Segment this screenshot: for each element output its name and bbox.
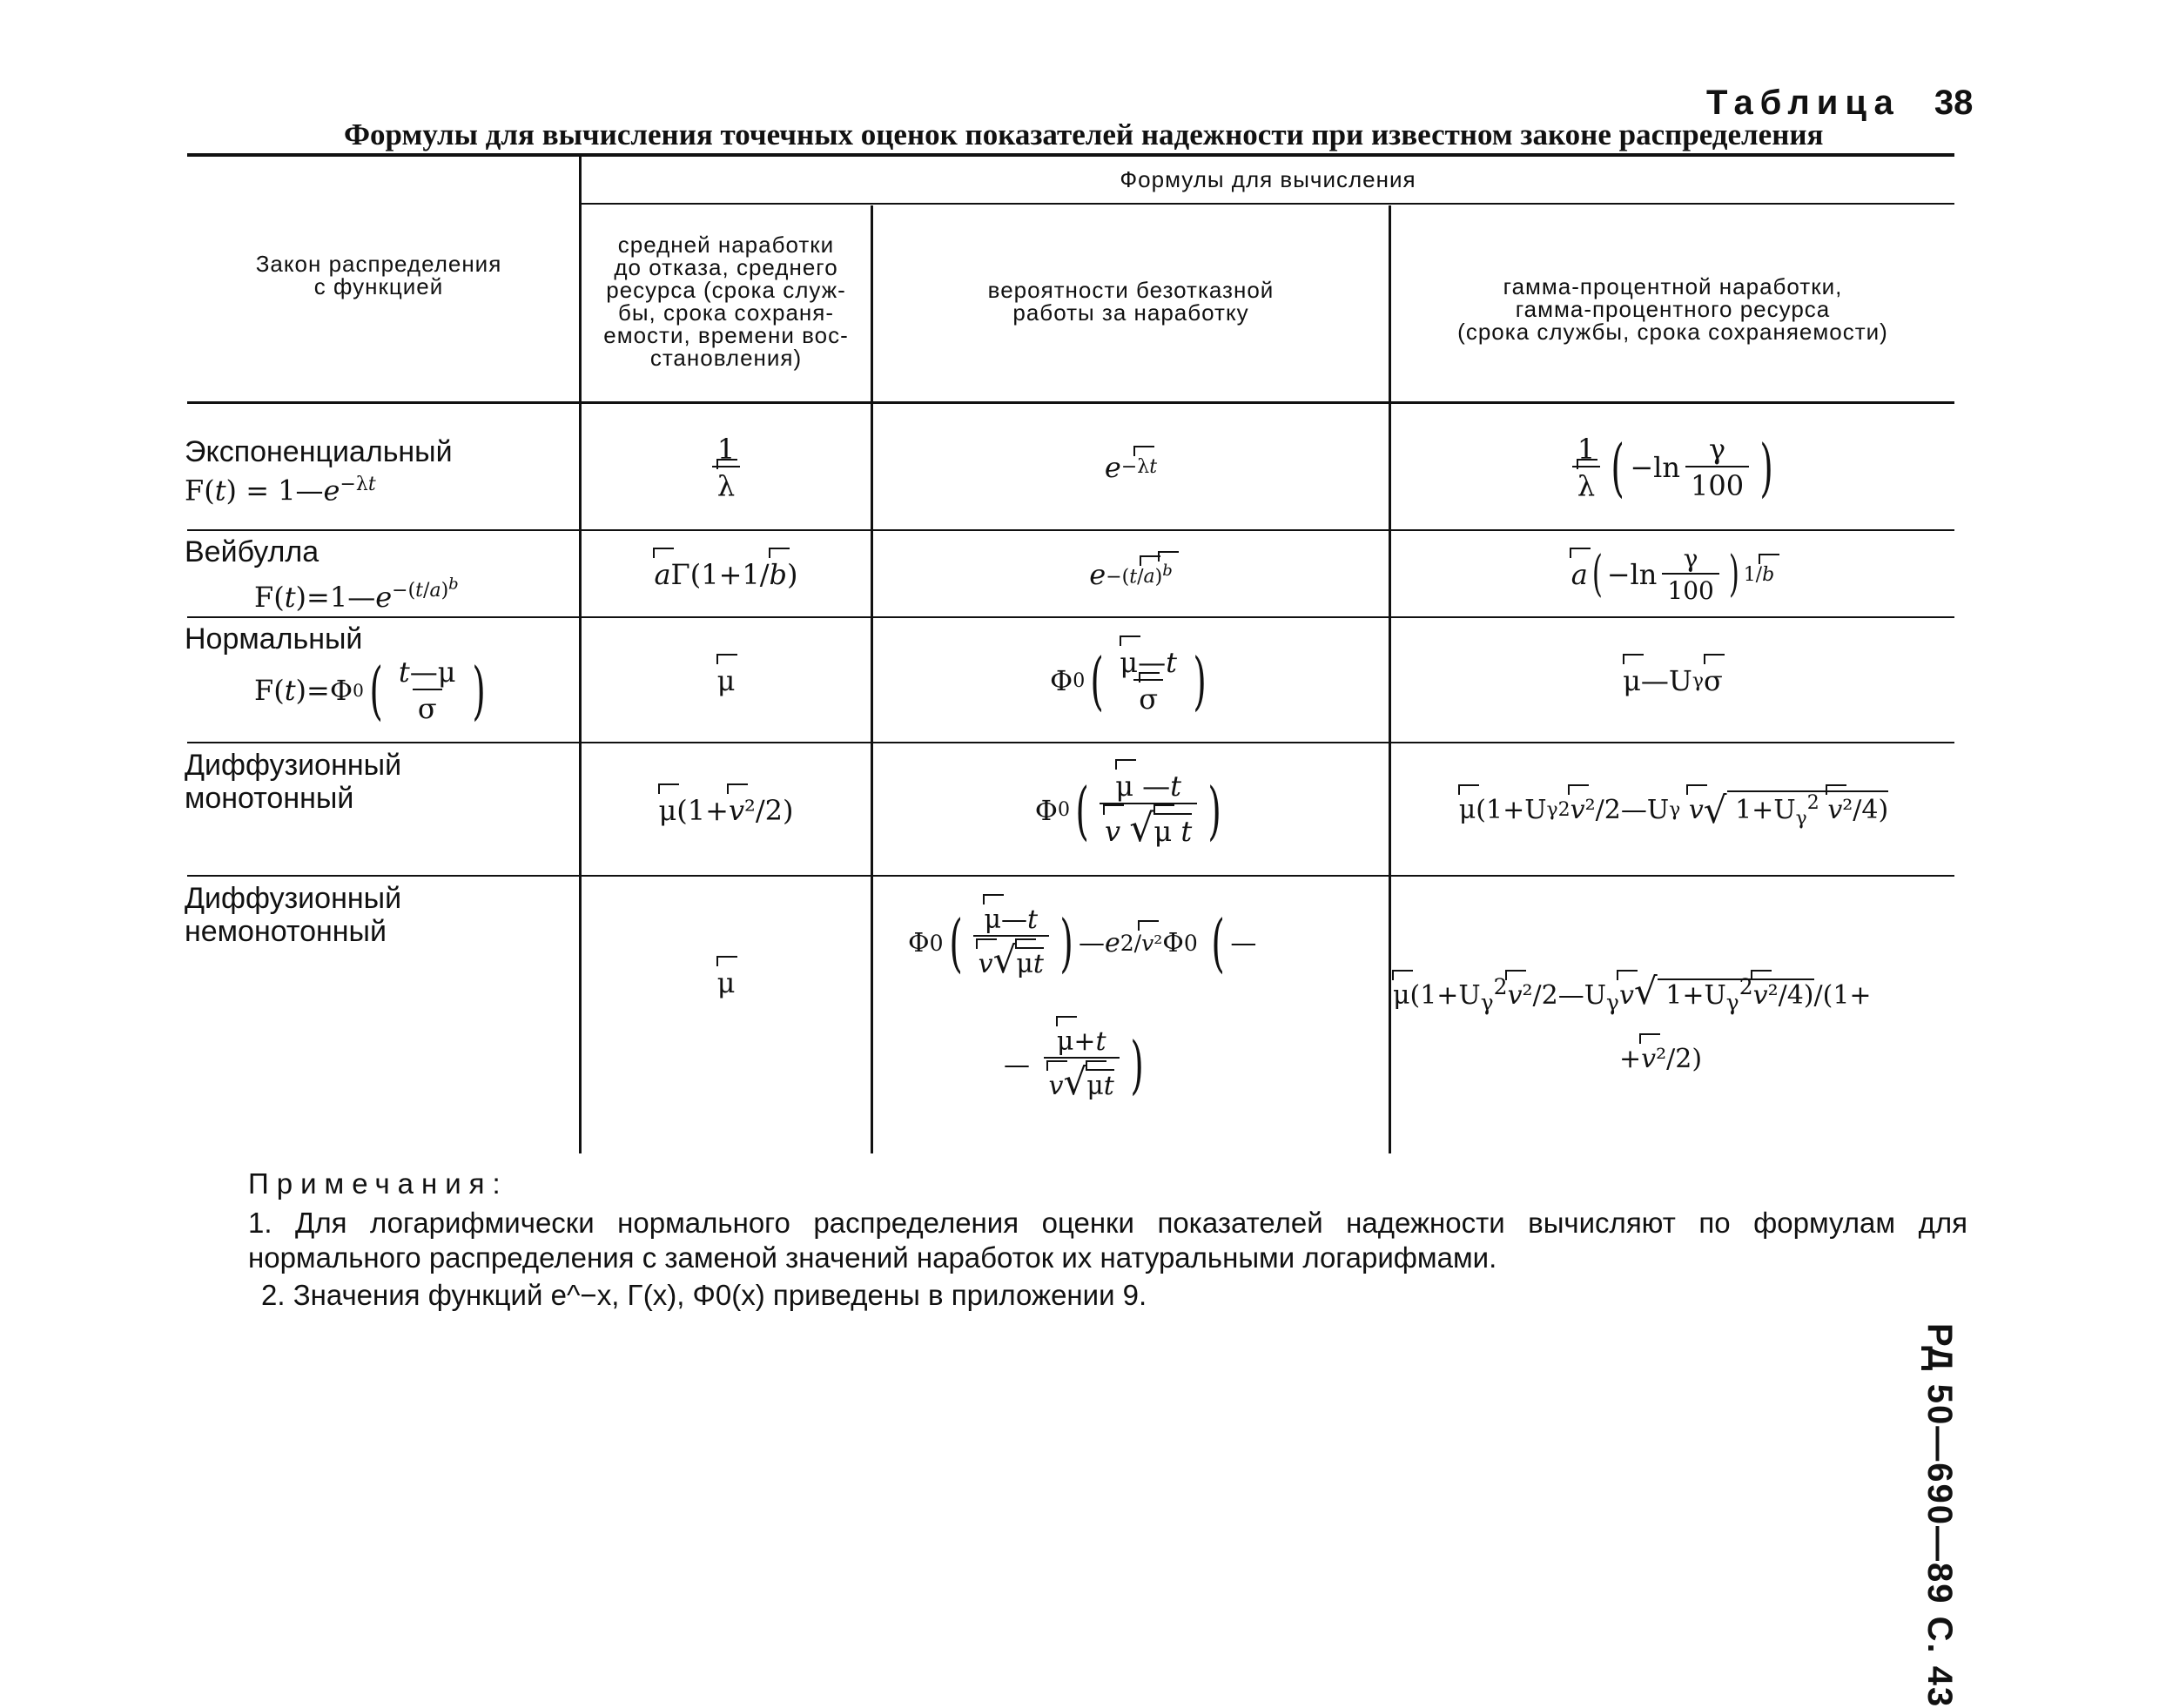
prob-weibull: e $-(t/a)^b$ bbox=[1089, 558, 1173, 591]
law-normal bbox=[185, 622, 491, 725]
gamma-diffusion-monotone: μ (1+U γ 2 v ²/2—U γ v √ $1+U_\gamma^2$ v²/4) bbox=[1458, 789, 1889, 831]
law-name: Диффузионный немонотонный bbox=[185, 882, 402, 948]
top-rule bbox=[187, 153, 1954, 157]
row-rule-3 bbox=[187, 742, 1954, 743]
table-title: Формулы для вычисления точечных оценок показателей надежности при известном законе распределения bbox=[344, 118, 1824, 151]
header-mean: средней наработки до отказа, среднего ресурса (срока служ- бы, срока сохраня- емости, времени вос- становления) bbox=[603, 232, 849, 371]
law-name: Экспоненциальный bbox=[185, 435, 453, 468]
header-law: Закон распределения с функцией bbox=[255, 251, 502, 299]
law-weibull bbox=[185, 535, 459, 614]
group-header-rule bbox=[579, 203, 1954, 205]
row-rule-4 bbox=[187, 875, 1954, 877]
header-bottom-rule bbox=[187, 401, 1954, 404]
note-1: 1. Для логарифмически нормального распределения оценки показателей надежности вычисляют по формулам для нормального распределения с заменой значений наработок их натуральными логарифмами. bbox=[248, 1207, 1967, 1274]
row-rule-1 bbox=[187, 529, 1954, 531]
mean-diffusion-monotone: μ (1+ v ²/2) bbox=[658, 793, 794, 827]
mean-diffusion-nonmonotone: μ bbox=[716, 966, 736, 999]
law-function: F( t )=Φ 0 ( $\frac{t—\mu}{\sigma}$ ) bbox=[254, 654, 486, 727]
prob-exponential: e −λt bbox=[1104, 450, 1158, 484]
prob-diffusion-nonmonotone: Φ 0 ( $\frac{\mu—t}{v√\mu t}$ ) — e 2/v² Φ 0 ( — — $\frac{\mu+t}{v√\mu t}$ ) bbox=[908, 904, 1257, 1103]
table-label: Таблица bbox=[1706, 84, 1900, 122]
header-prob: вероятности безотказной работы за наработку bbox=[987, 277, 1275, 326]
law-diffusion-monotone bbox=[185, 749, 550, 815]
row-rule-2 bbox=[187, 616, 1954, 618]
prob-normal: Φ 0 ( $\frac{\mu—t}{\sigma}$ ) bbox=[1049, 644, 1207, 717]
law-name: Диффузионный монотонный bbox=[185, 749, 402, 815]
gamma-normal: μ —U γ σ bbox=[1623, 664, 1723, 697]
prob-diffusion-monotone: Φ 0 ( $\frac{\mu —t}{\text{v √μ t}}$ ) bbox=[1034, 770, 1221, 851]
table-number: 38 bbox=[1934, 84, 1974, 122]
law-function: $F(t)=1—e^{-(t/a)^b}$ bbox=[254, 575, 459, 614]
law-function: $F(t) = 1—e^{-\lambda t}$ bbox=[185, 474, 376, 508]
law-name: Нормальный bbox=[185, 622, 363, 656]
page-reference: РД 50—690—89 С. 43 bbox=[1920, 1323, 1959, 1708]
header-gamma: гамма-процентной наработки, гамма-процентного ресурса (срока службы, срока сохраняемости) bbox=[1457, 273, 1888, 345]
mean-normal: μ bbox=[716, 664, 736, 697]
law-diffusion-nonmonotone bbox=[185, 882, 550, 948]
law-exponential bbox=[185, 435, 453, 508]
header-group: Формулы для вычисления bbox=[1120, 166, 1416, 192]
mean-weibull: a Γ(1+1/ b ) bbox=[654, 558, 798, 591]
gamma-diffusion-nonmonotone: $\mu(1+U_\gamma^2v^2/2—U_\gamma v√$ $1+U_\gamma^2v^2/4)/(1+$ +v²/2) bbox=[1393, 970, 1872, 1074]
law-name: Вейбулла bbox=[185, 535, 319, 568]
gamma-weibull: a ( −ln $\frac{\gamma}{100}$ ) 1/b bbox=[1570, 544, 1775, 605]
note-2: 2. Значения функций e^−x, Γ(x), Φ0(x) приведены в приложении 9. bbox=[261, 1279, 1147, 1311]
mean-exponential: $\frac{1}{\lambda}$ bbox=[582, 405, 871, 529]
notes-title: Примечания: bbox=[248, 1167, 508, 1200]
gamma-exponential: $\frac{1}{\lambda}$ ( −ln $\frac{\gamma}{100}$ ) bbox=[1391, 405, 1954, 529]
